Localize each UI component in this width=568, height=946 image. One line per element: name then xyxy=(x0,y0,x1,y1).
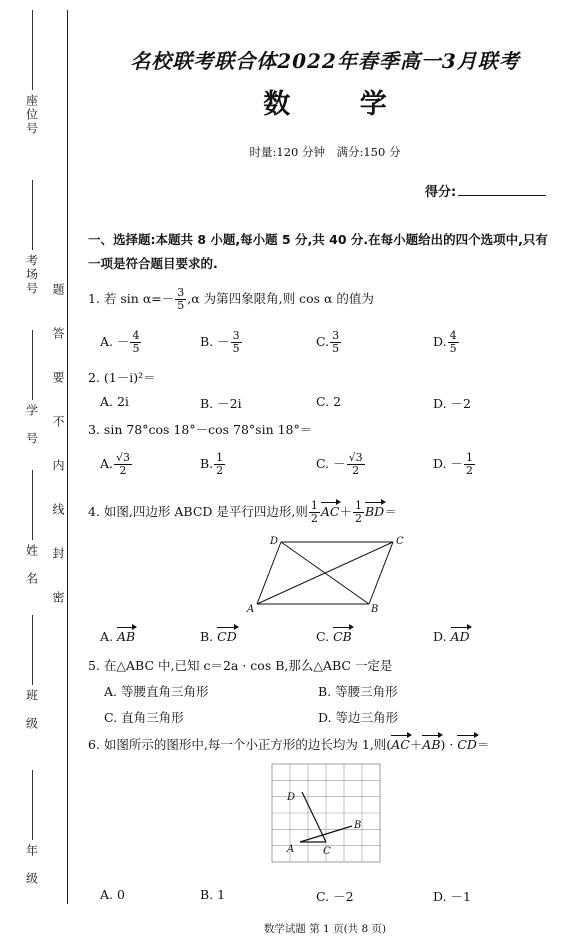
exam-title: 名校联考联合体2022年春季高一3月联考 xyxy=(130,49,520,73)
seal-char: 要 xyxy=(51,371,65,383)
question-1: 1. 若 sin α=－ $\frac{3}{5}$ ,α 为第四象限角,则 cos α 的值为 xyxy=(88,286,374,312)
point-label-a: A xyxy=(287,844,295,855)
vertex-label-b: B xyxy=(371,604,379,614)
seal-char: 密 xyxy=(51,591,65,603)
q5-option-b[interactable]: B. 等腰三角形 xyxy=(318,684,398,699)
q1-option-a[interactable]: A. － $\frac{4}{5}$ xyxy=(100,329,140,355)
student-name-field[interactable]: 姓 名 xyxy=(22,470,42,586)
q3-option-b[interactable]: B. $\frac{1}{2}$ xyxy=(200,451,224,477)
seat-number-field[interactable]: 座位号 xyxy=(22,10,42,136)
seal-char: 答 xyxy=(51,327,65,339)
q2-option-c[interactable]: C. 2 xyxy=(316,394,342,409)
vertex-label-c: C xyxy=(396,536,404,547)
seal-char: 不 xyxy=(51,415,65,427)
seal-char: 封 xyxy=(51,547,65,559)
q5-option-d[interactable]: D. 等边三角形 xyxy=(318,710,399,725)
q3-option-a[interactable]: A. $\frac{√3}{2}$ xyxy=(100,451,131,477)
point-label-b: B xyxy=(354,820,362,831)
parallelogram-figure xyxy=(245,532,410,614)
student-id-field[interactable]: 学 号 xyxy=(22,330,42,446)
q4-option-d[interactable]: D. AD xyxy=(433,629,470,644)
q1-option-d[interactable]: D. $\frac{4}{5}$ xyxy=(433,329,457,355)
page-footer: 数学试题 第 1 页(共 8 页) xyxy=(263,923,387,935)
q3-option-c[interactable]: C. － $\frac{√3}{2}$ xyxy=(316,451,363,477)
q6-option-c[interactable]: C. －2 xyxy=(316,889,354,904)
point-label-c: C xyxy=(323,846,331,857)
q3-option-d[interactable]: D. － $\frac{1}{2}$ xyxy=(433,451,474,477)
q4-option-b[interactable]: B. CD xyxy=(200,629,237,644)
q4-option-a[interactable]: A. AB xyxy=(100,629,136,644)
q6-option-d[interactable]: D. －1 xyxy=(433,889,471,904)
class-field[interactable]: 班 级 xyxy=(22,615,42,731)
q6-option-a[interactable]: A. 0 xyxy=(100,887,125,902)
question-4: 4. 如图,四边形 ABCD 是平行四边形,则 $\frac{1}{2}$ AC＋ $\frac{1}{2}$ BD＝ xyxy=(88,499,397,525)
exam-room-field[interactable]: 考场号 xyxy=(22,180,42,296)
vertex-label-a: A xyxy=(247,604,255,614)
seal-char: 线 xyxy=(51,503,65,515)
q5-option-c[interactable]: C. 直角三角形 xyxy=(104,710,184,725)
q6-option-b[interactable]: B. 1 xyxy=(200,887,226,902)
question-2: 2. (1－i)²＝ xyxy=(88,370,156,385)
vertex-label-d: D xyxy=(270,536,279,547)
q1-option-c[interactable]: C. $\frac{3}{5}$ xyxy=(316,329,340,355)
binding-rule xyxy=(67,10,68,904)
q2-option-a[interactable]: A. 2i xyxy=(100,394,129,409)
seal-char: 题 xyxy=(51,283,65,295)
q4-option-c[interactable]: C. CB xyxy=(316,629,352,644)
score-box[interactable] xyxy=(425,181,546,200)
q5-option-a[interactable]: A. 等腰直角三角形 xyxy=(104,684,209,699)
q1-option-b[interactable]: B. － $\frac{3}{5}$ xyxy=(200,329,240,355)
q2-option-d[interactable]: D. －2 xyxy=(433,396,471,411)
seal-char: 内 xyxy=(51,459,65,471)
question-6: 6. 如图所示的图形中,每一个小正方形的边长均为 1,则(AC＋AB) · CD＝ xyxy=(88,737,490,752)
subject-title: 数 学 xyxy=(263,89,417,120)
question-3: 3. sin 78°cos 18°－cos 78°sin 18°＝ xyxy=(88,422,313,437)
time-info: 时量:120 分钟 满分:150 分 xyxy=(249,145,401,159)
question-5: 5. 在△ABC 中,已知 c＝2a · cos B,那么△ABC 一定是 xyxy=(88,658,393,673)
section-header: 一、选择题:本题共 8 小题,每小题 5 分,共 40 分.在每小题给出的四个选项中,只有一项是符合题目要求的. xyxy=(88,232,548,271)
point-label-d: D xyxy=(287,792,296,803)
grade-field[interactable]: 年 级 xyxy=(22,770,42,886)
score-blank[interactable] xyxy=(458,183,546,196)
score-label: 得分: xyxy=(425,185,457,200)
grid-figure xyxy=(270,762,382,864)
q2-option-b[interactable]: B. －2i xyxy=(200,396,242,411)
